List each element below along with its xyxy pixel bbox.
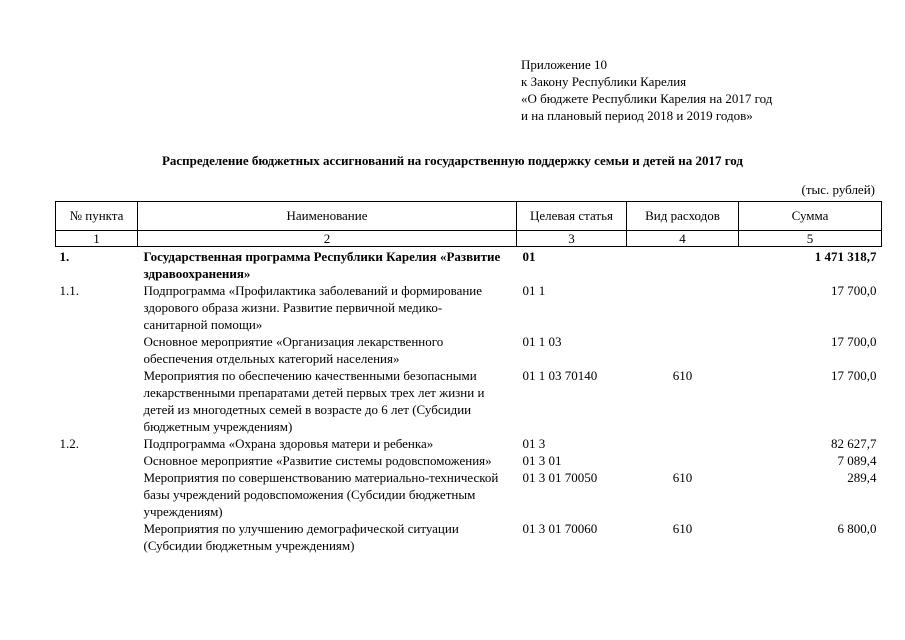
row-target-article: 01 [522,249,536,264]
row-name: Основное мероприятие «Развитие системы родовспоможения» [143,453,492,468]
row-target-article: 01 3 01 70060 [522,521,598,536]
row-name: Мероприятия по обеспечению качественными безопасными лекарственными препаратами детей первых трех лет жизни и детей из многодетных семей в возрасте до 6 лет (Субсидии бюджетным учреждениям) [143,368,485,434]
row-number [56,452,138,469]
column-header-target-article: Целевая статья [517,202,627,231]
row-name: Подпрограмма «Профилактика заболеваний и формирование здорового образа жизни. Развитие первичной медико-санитарной помощи» [143,283,483,332]
row-number: 1. [59,249,70,264]
row-sum: 1 471 318,7 [814,249,877,264]
row-target-article: 01 3 01 [522,453,562,468]
row-sum: 7 089,4 [837,453,877,468]
row-number: 1.1. [59,283,79,298]
appendix-line: к Закону Республики Карелия [521,74,687,89]
column-number: 2 [138,231,517,247]
row-name: Государственная программа Республики Карелия «Развитие здравоохранения» [143,249,501,281]
row-target-article: 01 1 03 70140 [522,368,598,383]
column-header-name: Наименование [138,202,517,231]
appendix-header [521,56,772,124]
document-title: Распределение бюджетных ассигнований на государственную поддержку семьи и детей на 2017 год [161,153,744,168]
table-row [56,282,882,333]
row-expense-type [627,435,739,452]
row-name: Мероприятия по улучшению демографической ситуации (Субсидии бюджетным учреждениям) [143,521,459,553]
table-row [56,469,882,520]
row-expense-type [627,333,739,367]
row-sum: 17 700,0 [831,368,877,383]
column-header-sum: Сумма [739,202,882,231]
column-header-expense-type: Вид расходов [627,202,739,231]
row-number [56,469,138,520]
table-row [56,247,882,283]
row-number [56,367,138,435]
table-row [56,367,882,435]
appendix-line: и на плановый период 2018 и 2019 годов» [521,108,753,123]
column-numbers-row [56,231,882,247]
row-number [56,520,138,554]
budget-table [55,201,882,554]
row-name: Мероприятия по совершенствованию материально-технической базы учреждений родовспоможения (Субсидии бюджетным учреждениям) [143,470,499,519]
row-target-article: 01 3 01 70050 [522,470,598,485]
row-number [56,333,138,367]
column-number: 1 [56,231,138,247]
appendix-line: Приложение 10 [521,57,608,72]
column-number: 5 [739,231,882,247]
row-sum: 289,4 [847,470,877,485]
table-header-row [56,202,882,231]
row-expense-type [627,282,739,333]
row-sum: 17 700,0 [831,283,877,298]
appendix-line: «О бюджете Республики Карелия на 2017 год [521,91,773,106]
row-target-article: 01 3 [522,436,546,451]
row-expense-type: 610 [672,521,693,536]
row-expense-type [627,247,739,283]
row-sum: 82 627,7 [831,436,877,451]
table-row [56,435,882,452]
row-target-article: 01 1 [522,283,546,298]
row-name: Подпрограмма «Охрана здоровья матери и ребенка» [143,436,434,451]
table-row [56,333,882,367]
table-row [56,520,882,554]
row-expense-type: 610 [672,368,693,383]
table-row [56,452,882,469]
column-header-number: № пункта [56,202,138,231]
units-label: (тыс. рублей) [801,182,875,197]
row-expense-type: 610 [672,470,693,485]
column-number: 3 [517,231,627,247]
row-sum: 17 700,0 [831,334,877,349]
row-number: 1.2. [59,436,79,451]
row-name: Основное мероприятие «Организация лекарственного обеспечения отдельных категорий населения» [143,334,444,366]
row-expense-type [627,452,739,469]
column-number: 4 [627,231,739,247]
row-sum: 6 800,0 [837,521,877,536]
row-target-article: 01 1 03 [522,334,562,349]
